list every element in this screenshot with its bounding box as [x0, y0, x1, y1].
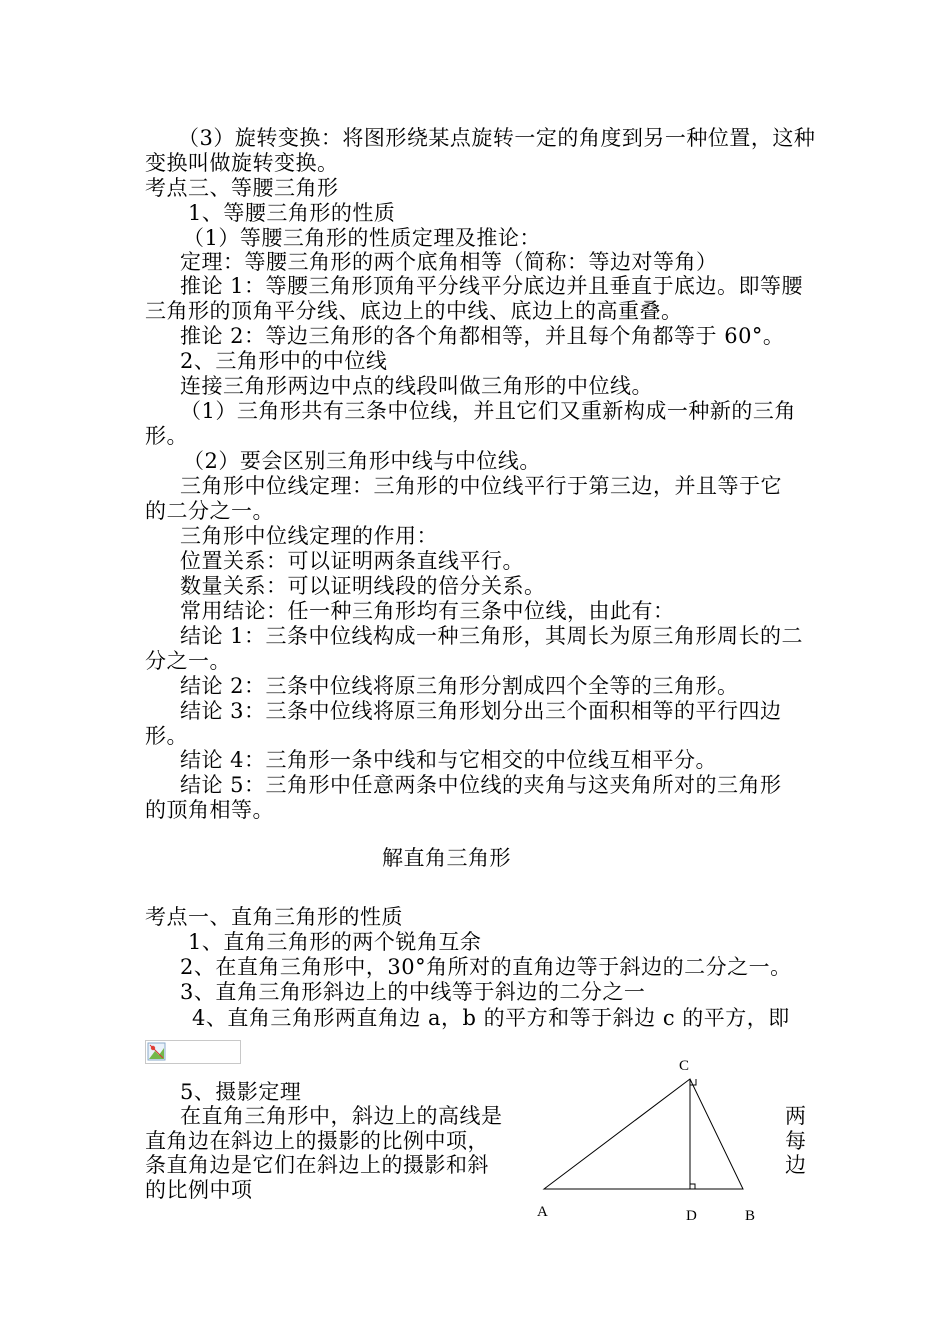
broken-image-icon [145, 1040, 241, 1064]
text-line: 推论 2：等边三角形的各个角都相等，并且每个角都等于 60°。 [180, 324, 785, 348]
side-word: 每 [785, 1129, 807, 1153]
text-line: （1）等腰三角形的性质定理及推论： [183, 226, 541, 250]
side-word: 两 [785, 1104, 807, 1128]
text-line: 三角形的顶角平分线、底边上的中线、底边上的高重叠。 [145, 299, 683, 323]
text-line: 定理：等腰三角形的两个底角相等（简称：等边对等角） [180, 250, 718, 274]
side-word: 边 [785, 1153, 807, 1177]
text-line: 结论 3：三条中位线将原三角形划分出三个面积相等的平行四边 [180, 699, 782, 723]
text-line: 3、直角三角形斜边上的中线等于斜边的二分之一 [180, 980, 646, 1004]
label-C: C [679, 1058, 690, 1074]
section-title: 解直角三角形 [382, 846, 511, 870]
text-line: 三角形中位线定理的作用： [180, 524, 438, 548]
text-line: 结论 5：三角形中任意两条中位线的夹角与这夹角所对的三角形 [180, 773, 782, 797]
text-line: 数量关系：可以证明线段的倍分关系。 [180, 574, 546, 598]
text-line: 常用结论：任一种三角形均有三条中位线，由此有： [180, 599, 675, 623]
text-line: 变换叫做旋转变换。 [145, 151, 339, 175]
text-line: 2、三角形中的中位线 [180, 349, 388, 373]
text-line: 形。 [145, 724, 188, 748]
text-line: 三角形中位线定理：三角形的中位线平行于第三边，并且等于它 [180, 474, 782, 498]
text-line: 1、等腰三角形的性质 [188, 201, 396, 225]
text-line: 在直角三角形中，斜边上的高线是 [180, 1104, 503, 1128]
text-line: 直角边在斜边上的摄影的比例中项， [145, 1129, 489, 1153]
text-line: 推论 1：等腰三角形顶角平分线平分底边并且垂直于底边。即等腰 [180, 274, 804, 298]
text-line: 结论 4：三角形一条中线和与它相交的中位线互相平分。 [180, 748, 718, 772]
text-line: 结论 2：三条中位线将原三角形分割成四个全等的三角形。 [180, 674, 739, 698]
text-line: 1、直角三角形的两个锐角互余 [188, 930, 482, 954]
right-triangle-figure [520, 1050, 780, 1230]
text-line: 位置关系：可以证明两条直线平行。 [180, 549, 524, 573]
label-D: D [686, 1208, 697, 1224]
text-line: 的二分之一。 [145, 499, 274, 523]
section-heading: 考点三、等腰三角形 [145, 176, 339, 200]
text-line: 分之一。 [145, 649, 231, 673]
text-line: 4、直角三角形两直角边 a，b 的平方和等于斜边 c 的平方，即 [192, 1006, 790, 1030]
text-line: （2）要会区别三角形中线与中位线。 [183, 449, 541, 473]
text-line: 形。 [145, 424, 188, 448]
section-heading: 考点一、直角三角形的性质 [145, 905, 403, 929]
text-line: 的顶角相等。 [145, 798, 274, 822]
text-line: 2、在直角三角形中，30°角所对的直角边等于斜边的二分之一。 [180, 955, 792, 979]
text-line: 结论 1：三条中位线构成一种三角形，其周长为原三角形周长的二 [180, 624, 804, 648]
text-line: 的比例中项 [145, 1178, 253, 1202]
text-line: 条直角边是它们在斜边上的摄影和斜 [145, 1153, 489, 1177]
text-line: （1）三角形共有三条中位线，并且它们又重新构成一种新的三角 [180, 399, 796, 423]
label-A: A [537, 1204, 548, 1220]
text-line: 5、摄影定理 [180, 1080, 302, 1104]
text-line: （3）旋转变换：将图形绕某点旋转一定的角度到另一种位置，这种 [178, 126, 816, 150]
label-B: B [745, 1208, 756, 1224]
text-line: 连接三角形两边中点的线段叫做三角形的中位线。 [180, 374, 653, 398]
